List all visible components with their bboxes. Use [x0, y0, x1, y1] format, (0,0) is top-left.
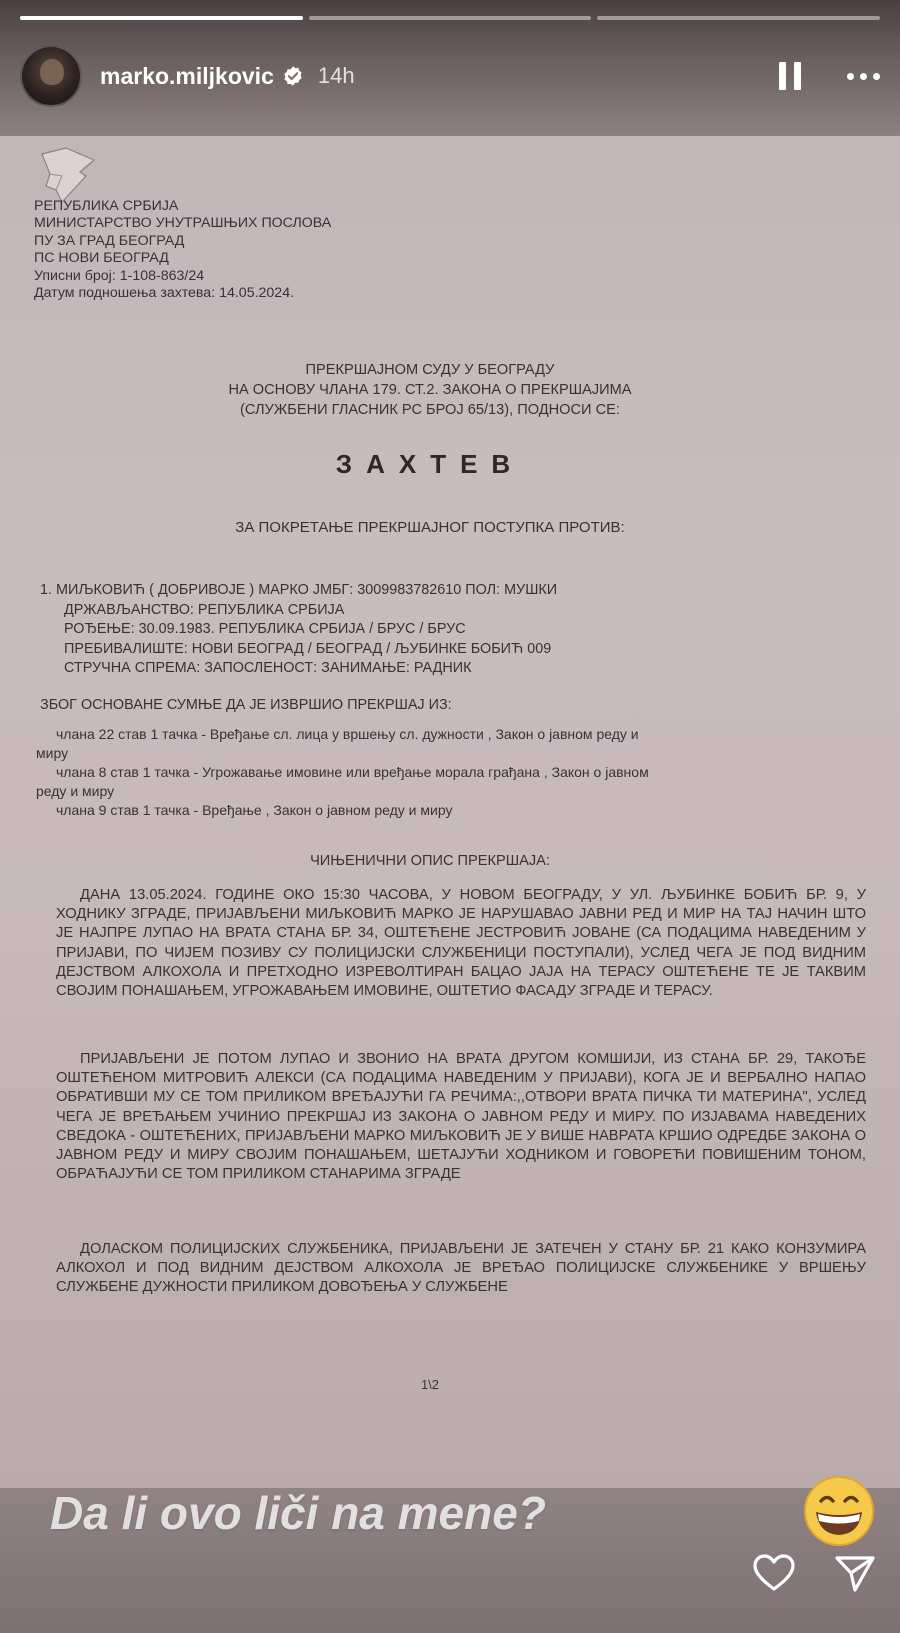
submission-date: Датум подношења захтева: 14.05.2024. [34, 285, 295, 302]
document-title: ЗАХТЕВ [335, 449, 525, 479]
story-progress [20, 16, 880, 20]
article-line: члана 8 став 1 тачка - Угрожавање имовине или вређање морала грађана , Закон о јавном [56, 764, 649, 780]
paragraph-text: ДОЛАСКОМ ПОЛИЦИЈСКИХ СЛУЖБЕНИКА, ПРИЈАВЉЕНИ ЈЕ ЗАТЕЧЕН У СТАНУ БР. 21 КАКО КОНЗУМИРА АЛКОХОЛ И ПОД ВИДНИМ ДЕЈСТВОМ АЛКОХОЛА ЈЕ ВРЕЂАО ПОЛИЦИЈСКЕ СЛУЖБЕНИКЕ У ВРШЕЊУ СЛУЖБЕНЕ ДУЖНОСТИ ПРИЛИКОМ ДОВОЂЕЊА У СЛУЖБЕНЕ [56, 1241, 866, 1296]
post-time: 14h [317, 63, 355, 88]
more-icon[interactable] [847, 73, 880, 80]
facts-paragraph [56, 886, 866, 1001]
page-number: 1\2 [420, 1377, 440, 1392]
person-line: 1. МИЉКОВИЋ ( ДОБРИВОЈЕ ) МАРКО ЈМБГ: 3009983782610 ПОЛ: МУШКИ [40, 582, 558, 598]
article-line: члана 22 став 1 тачка - Вређање сл. лица у вршењу сл. дужности , Закон о јавном реду и [56, 726, 639, 742]
accused-details [40, 581, 557, 679]
violated-articles [36, 725, 866, 820]
progress-segment-3 [597, 16, 880, 20]
person-line: ПРЕБИВАЛИШТЕ: НОВИ БЕОГРАД / БЕОГРАД / ЉУБИНКЕ БОБИЋ 009 [64, 640, 552, 657]
facts-title: ЧИЊЕНИЧНИ ОПИС ПРЕКРШАЈА: [310, 853, 550, 869]
paragraph-text: ДАНА 13.05.2024. ГОДИНЕ ОКО 15:30 ЧАСОВА, У НОВОМ БЕОГРАДУ, У УЛ. ЉУБИНКЕ БОБИЋ БР. 9, У ХОДНИКУ ЗГРАДЕ, ПРИЈАВЉЕНИ МИЉКОВИЋ МАРКО ЈЕ НАРУШАВАО ЈАВНИ РЕД И МИР НА ТАЈ НАЧИН ШТО ЈЕ НАЈПРЕ ЛУПАО НА ВРАТА СТАНА БР. 34, ОШТЕЋЕНЕ ЈЕСТРОВИЋ ЈОВАНЕ (СА ПОДАЦИМА НАВЕДЕНИМ У ПРИЈАВИ, ПО ЧИЈЕМ ПОЗИВУ СУ ПОЛИЦИЈСКИ СЛУЖБЕНИЦИ ПОСТУПАЛИ), УСЛЕД ЧЕГА ЈЕ ПОД ВИДНИМ ДЕЈСТВОМ АЛКОХОЛА И ПРЕТХОДНО ИЗРЕВОЛТИРАН БАЦАО ЈАЈА НА ТЕРАСУ ОШТЕЋЕНЕ ТЕ ЈЕ ТАКВИМ СВОЈИМ ПОНАШАЊЕМ, УГРОЖАВАЊЕМ ИМОВИНЕ, ОШТЕТИО ФАСАДУ ЗГРАДЕ И ТЕРАСУ. [56, 887, 866, 1000]
username[interactable]: marko.miljkovic [100, 62, 274, 89]
story-header [20, 44, 880, 108]
facts-paragraph [56, 1240, 866, 1298]
article-line: члана 9 став 1 тачка - Вређање , Закон о јавном реду и миру [56, 802, 453, 818]
header-line: РЕПУБЛИКА СРБИЈА [34, 198, 179, 214]
story-caption: Da li ovo liči na mene? [50, 1487, 546, 1539]
person-line: ДРЖАВЉАНСТВО: РЕПУБЛИКА СРБИЈА [64, 601, 345, 618]
pause-icon[interactable] [779, 62, 801, 90]
person-line: РОЂЕЊЕ: 30.09.1983. РЕПУБЛИКА СРБИЈА / БРУС / БРУС [64, 621, 466, 638]
avatar[interactable] [20, 45, 82, 107]
reason-line: ЗБОГ ОСНОВАНЕ СУМЊЕ ДА ЈЕ ИЗВРШИО ПРЕКРШАЈ ИЗ: [40, 697, 452, 713]
progress-segment-2 [309, 16, 592, 20]
document-header [34, 198, 331, 302]
header-line: ПС НОВИ БЕОГРАД [34, 250, 169, 267]
paragraph-text: ПРИЈАВЉЕНИ ЈЕ ПОТОМ ЛУПАО И ЗВОНИО НА ВРАТА ДРУГОМ КОМШИЈИ, ИЗ СТАНА БР. 29, ТАКОЂЕ ОШТЕЋЕНОМ МИТРОВИЋ АЛЕКСИ (СА ПОДАЦИМА НАВЕДЕНИМ У ПРИЈАВИ), КОГА ЈЕ И ВЕРБАЛНО НАПАО ОБРАТИВШИ МУ СЕ ТОМ ПРИЛИКОМ ВРЕЂАЈУЋИ ГА РЕЧИМА:,,ОТВОРИ ВРАТА ПИЧКА ТИ МАТЕРИНА", УСЛЕД ЧЕГА ЈЕ ВРЕЂАЊЕМ УЧИНИО ПРЕКРШАЈ ИЗ ЗАКОНА О ЈАВНОМ РЕДУ И МИРУ. ПО ИЗЈАВАМА НАВЕДЕНИХ СВЕДОКА - ОШТЕЋЕНИХ, ПРИЈАВЉЕНИ МАРКО МИЉКОВИЋ ЈЕ У ВИШЕ НАВРАТА КРШИО ОДРЕДБЕ ЗАКОНА О ЈАВНОМ РЕДУ И МИРУ СВОЈИМ ПОНАШАЊЕМ, ШЕТАЈУЋИ ХОДНИКОМ И ГОВОРЕЋИ ПОВИШЕНИМ ТОНОМ, ОБРАЋАЈУЋИ СЕ ТОМ ПРИЛИКОМ СТАНАРИМА ЗГРАДЕ [56, 1051, 866, 1183]
heart-icon[interactable] [752, 1553, 796, 1593]
registration-number: Уписни број: 1-108-863/24 [34, 267, 205, 284]
header-line: МИНИСТАРСТВО УНУТРАШЊИХ ПОСЛОВА [34, 215, 332, 232]
progress-fill-1 [20, 16, 303, 20]
court-line: НА ОСНОВУ ЧЛАНА 179. СТ.2. ЗАКОНА О ПРЕКРШАЈИМА [228, 382, 632, 398]
person-line: СТРУЧНА СПРЕМА: ЗАПОСЛЕНОСТ: ЗАНИМАЊЕ: РАДНИК [64, 660, 472, 677]
facts-paragraph [56, 1050, 866, 1184]
article-line: реду и миру [36, 783, 115, 799]
court-address [0, 360, 860, 420]
header-line: ПУ ЗА ГРАД БЕОГРАД [34, 232, 185, 249]
grinning-face-emoji-icon [802, 1474, 876, 1548]
document-subtitle: ЗА ПОКРЕТАЊЕ ПРЕКРШАЈНОГ ПОСТУПКА ПРОТИВ: [235, 519, 625, 536]
court-line: (СЛУЖБЕНИ ГЛАСНИК РС БРОЈ 65/13), ПОДНОСИ СЕ: [240, 402, 620, 418]
verified-badge-icon [282, 65, 304, 87]
send-icon[interactable] [834, 1553, 876, 1593]
torn-paper-corner [36, 146, 100, 206]
article-line: миру [36, 745, 69, 761]
court-line: ПРЕКРШАЈНОМ СУДУ У БЕОГРАДУ [305, 362, 555, 378]
progress-segment-1 [20, 16, 303, 20]
